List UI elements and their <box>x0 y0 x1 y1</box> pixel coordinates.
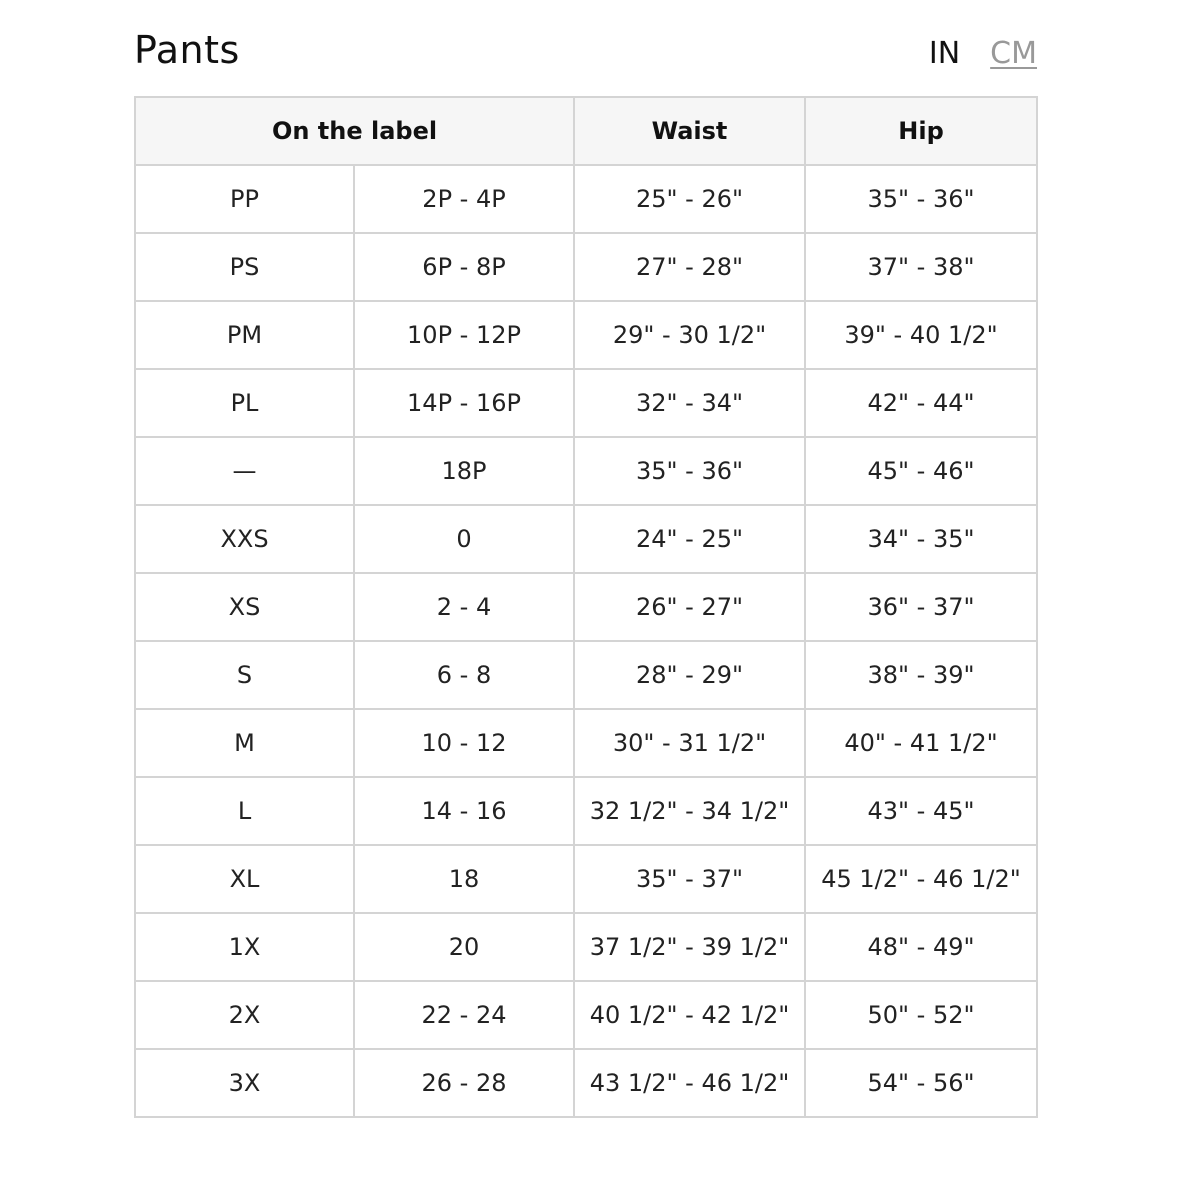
table-row <box>135 913 1037 981</box>
page-title: Pants <box>134 28 240 72</box>
unit-toggle <box>929 36 1037 72</box>
table-row <box>135 505 1037 573</box>
waist-cell: 30" - 31 1/2" <box>574 709 805 777</box>
waist-cell: 27" - 28" <box>574 233 805 301</box>
numeric-size-cell: 10 - 12 <box>354 709 574 777</box>
waist-cell: 26" - 27" <box>574 573 805 641</box>
table-row <box>135 301 1037 369</box>
size-cell: M <box>135 709 354 777</box>
table-row <box>135 1049 1037 1117</box>
size-cell: XS <box>135 573 354 641</box>
hip-cell: 37" - 38" <box>805 233 1037 301</box>
table-row <box>135 641 1037 709</box>
numeric-size-cell: 26 - 28 <box>354 1049 574 1117</box>
waist-cell: 37 1/2" - 39 1/2" <box>574 913 805 981</box>
header-hip: Hip <box>805 97 1037 165</box>
numeric-size-cell: 18P <box>354 437 574 505</box>
hip-cell: 35" - 36" <box>805 165 1037 233</box>
numeric-size-cell: 6P - 8P <box>354 233 574 301</box>
hip-cell: 48" - 49" <box>805 913 1037 981</box>
table-row <box>135 573 1037 641</box>
hip-cell: 38" - 39" <box>805 641 1037 709</box>
table-row <box>135 981 1037 1049</box>
waist-cell: 25" - 26" <box>574 165 805 233</box>
hip-cell: 34" - 35" <box>805 505 1037 573</box>
size-cell: L <box>135 777 354 845</box>
header-on-the-label: On the label <box>135 97 574 165</box>
size-cell: 3X <box>135 1049 354 1117</box>
numeric-size-cell: 0 <box>354 505 574 573</box>
waist-cell: 24" - 25" <box>574 505 805 573</box>
size-cell: S <box>135 641 354 709</box>
size-cell: XXS <box>135 505 354 573</box>
size-cell: PL <box>135 369 354 437</box>
hip-cell: 50" - 52" <box>805 981 1037 1049</box>
numeric-size-cell: 18 <box>354 845 574 913</box>
size-cell: PM <box>135 301 354 369</box>
unit-in-button[interactable]: IN <box>928 36 961 71</box>
waist-cell: 35" - 37" <box>574 845 805 913</box>
waist-cell: 32" - 34" <box>574 369 805 437</box>
table-row <box>135 165 1037 233</box>
numeric-size-cell: 14 - 16 <box>354 777 574 845</box>
waist-cell: 35" - 36" <box>574 437 805 505</box>
waist-cell: 28" - 29" <box>574 641 805 709</box>
hip-cell: 42" - 44" <box>805 369 1037 437</box>
table-row <box>135 437 1037 505</box>
table-row <box>135 369 1037 437</box>
size-cell: 2X <box>135 981 354 1049</box>
size-cell: — <box>135 437 354 505</box>
size-cell: 1X <box>135 913 354 981</box>
size-cell: PS <box>135 233 354 301</box>
table-row <box>135 777 1037 845</box>
hip-cell: 39" - 40 1/2" <box>805 301 1037 369</box>
hip-cell: 45" - 46" <box>805 437 1037 505</box>
hip-cell: 36" - 37" <box>805 573 1037 641</box>
unit-cm-link[interactable]: CM <box>990 36 1037 71</box>
table-row <box>135 233 1037 301</box>
table-header-row <box>135 97 1037 165</box>
size-cell: PP <box>135 165 354 233</box>
waist-cell: 40 1/2" - 42 1/2" <box>574 981 805 1049</box>
numeric-size-cell: 20 <box>354 913 574 981</box>
numeric-size-cell: 22 - 24 <box>354 981 574 1049</box>
size-cell: XL <box>135 845 354 913</box>
numeric-size-cell: 2 - 4 <box>354 573 574 641</box>
numeric-size-cell: 6 - 8 <box>354 641 574 709</box>
waist-cell: 32 1/2" - 34 1/2" <box>574 777 805 845</box>
hip-cell: 54" - 56" <box>805 1049 1037 1117</box>
numeric-size-cell: 10P - 12P <box>354 301 574 369</box>
waist-cell: 29" - 30 1/2" <box>574 301 805 369</box>
table-row <box>135 709 1037 777</box>
table-row <box>135 845 1037 913</box>
header-waist: Waist <box>574 97 805 165</box>
numeric-size-cell: 14P - 16P <box>354 369 574 437</box>
hip-cell: 45 1/2" - 46 1/2" <box>805 845 1037 913</box>
table-body <box>135 165 1037 1117</box>
numeric-size-cell: 2P - 4P <box>354 165 574 233</box>
waist-cell: 43 1/2" - 46 1/2" <box>574 1049 805 1117</box>
hip-cell: 40" - 41 1/2" <box>805 709 1037 777</box>
hip-cell: 43" - 45" <box>805 777 1037 845</box>
size-chart-table <box>134 96 1038 1118</box>
